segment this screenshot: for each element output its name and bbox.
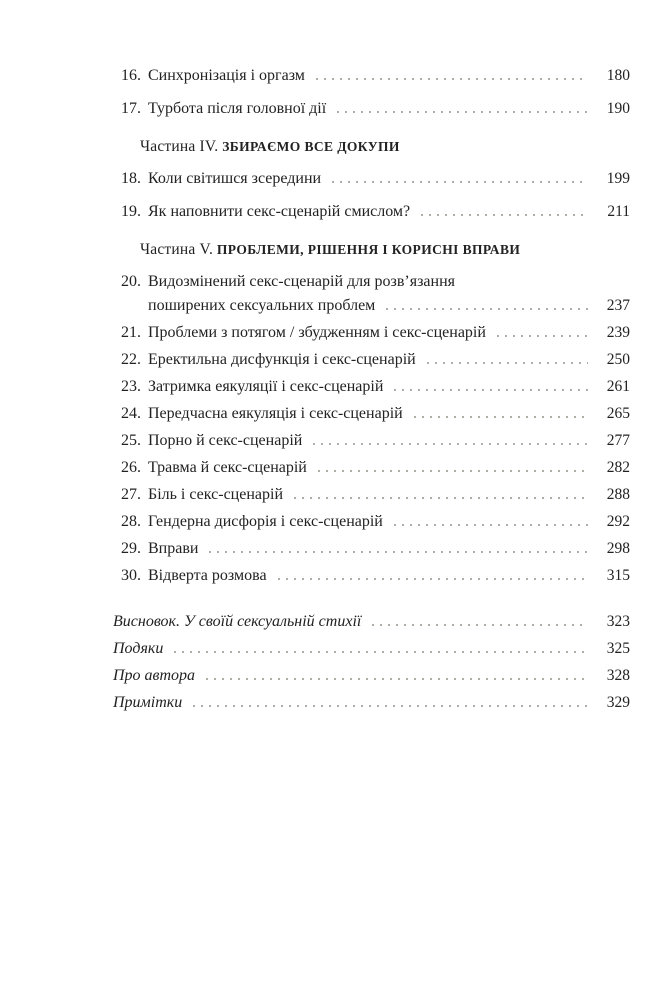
toc-entry: [113, 431, 630, 451]
toc-entry: [113, 99, 630, 119]
page-number: 282: [606, 459, 630, 476]
chapter-number: 21.: [121, 324, 141, 341]
dot-leader: [206, 678, 588, 680]
toc-entry: [113, 404, 630, 424]
dot-leader: [313, 443, 588, 445]
backmatter-section: [113, 612, 630, 713]
chapter-title: Порно й секс-сценарій: [148, 432, 303, 449]
chapter-title-continued: поширених сексуальних проблем: [148, 297, 376, 314]
dot-leader: [278, 578, 588, 580]
dot-leader: [414, 416, 588, 418]
chapter-title: Передчасна еякуляція і секс-сценарій: [148, 405, 403, 422]
chapter-title: Еректильна дисфункція і секс-сценарій: [148, 351, 416, 368]
chapter-number: 29.: [121, 540, 141, 557]
toc-entry: [113, 323, 630, 343]
chapter-number: 28.: [121, 513, 141, 530]
toc-entry: [113, 272, 630, 316]
page-number: 315: [606, 567, 630, 584]
chapter-title: Як наповнити секс-сценарій смислом?: [148, 203, 411, 220]
toc-entry: [113, 666, 630, 686]
toc-entry: [113, 539, 630, 559]
dot-leader: [337, 111, 588, 113]
page-number: 250: [606, 351, 630, 368]
dot-leader: [386, 308, 588, 310]
toc-entry: [113, 566, 630, 586]
toc-entry: [113, 66, 630, 86]
chapter-number: 24.: [121, 405, 141, 422]
page-number: 292: [606, 513, 630, 530]
chapter-title: Вправи: [148, 540, 199, 557]
chapter-title: Гендерна дисфорія і секс-сценарій: [148, 513, 383, 530]
chapter-title: Проблеми з потягом / збудженням і секс-сценарій: [148, 324, 486, 341]
toc-entry: [113, 350, 630, 370]
chapter-number: 16.: [121, 67, 141, 84]
part-heading: [140, 240, 630, 260]
dot-leader: [427, 362, 588, 364]
part-title: ПРОБЛЕМИ, РІШЕННЯ І КОРИСНІ ВПРАВИ: [216, 242, 521, 257]
part-label: Частина V.: [140, 241, 214, 258]
backmatter-title: Висновок. У своїй сексуальній стихії: [113, 613, 362, 630]
page-number: 329: [606, 694, 630, 711]
dot-leader: [394, 389, 588, 391]
chapter-number: 22.: [121, 351, 141, 368]
chapter-title: Синхронізація і оргазм: [148, 67, 305, 84]
chapter-title: Видозмінений секс-сценарій для розв’язання: [148, 273, 455, 290]
dot-leader: [209, 551, 588, 553]
backmatter-title: Примітки: [113, 694, 183, 711]
page-number: 277: [606, 432, 630, 449]
toc-entry: [113, 512, 630, 532]
chapter-number: 27.: [121, 486, 141, 503]
backmatter-title: Подяки: [113, 640, 164, 657]
dot-leader: [394, 524, 588, 526]
page-number: 239: [606, 324, 630, 341]
chapter-number: 18.: [121, 170, 141, 187]
chapter-title: Затримка еякуляції і секс-сценарій: [148, 378, 384, 395]
page-number: 298: [606, 540, 630, 557]
toc-entry: [113, 169, 630, 189]
chapter-title: Відверта розмова: [148, 567, 267, 584]
chapter-title: Біль і секс-сценарій: [148, 486, 283, 503]
dot-leader: [316, 78, 588, 80]
chapter-number: 17.: [121, 100, 141, 117]
dot-leader: [497, 335, 588, 337]
chapter-number: 26.: [121, 459, 141, 476]
chapter-number: 19.: [121, 203, 141, 220]
page-number: 190: [606, 100, 630, 117]
chapter-title: Турбота після головної дії: [148, 100, 327, 117]
page-number: 199: [606, 170, 630, 187]
part-title: ЗБИРАЄМО ВСЕ ДОКУПИ: [222, 139, 400, 154]
dot-leader: [174, 651, 588, 653]
chapter-number: 25.: [121, 432, 141, 449]
dot-leader: [193, 705, 588, 707]
toc-entry: [113, 485, 630, 505]
part-heading: [140, 137, 630, 157]
toc-entry: [113, 612, 630, 632]
toc-entry: [113, 377, 630, 397]
toc-entry: [113, 202, 630, 222]
page-number: 328: [606, 667, 630, 684]
page-number: 325: [606, 640, 630, 657]
chapter-number: 23.: [121, 378, 141, 395]
dot-leader: [318, 470, 588, 472]
dot-leader: [421, 214, 588, 216]
part-label: Частина IV.: [140, 138, 219, 155]
chapter-number: 30.: [121, 567, 141, 584]
backmatter-title: Про автора: [113, 667, 196, 684]
page-number: 180: [606, 67, 630, 84]
chapter-number: 20.: [121, 273, 141, 290]
dot-leader: [294, 497, 588, 499]
chapter-title: Травма й секс-сценарій: [148, 459, 307, 476]
dot-leader: [332, 181, 588, 183]
page-number: 261: [606, 378, 630, 395]
toc-entry: [113, 458, 630, 478]
toc-entry: [113, 693, 630, 713]
page-number: 323: [606, 613, 630, 630]
chapter-entry-body: [148, 272, 630, 316]
page-number: 237: [606, 297, 630, 314]
page-number: 211: [607, 203, 630, 220]
toc-entry: [113, 639, 630, 659]
page-number: 288: [606, 486, 630, 503]
page-number: 265: [606, 405, 630, 422]
chapter-title: Коли світишся зсередини: [148, 170, 322, 187]
dot-leader: [372, 624, 588, 626]
